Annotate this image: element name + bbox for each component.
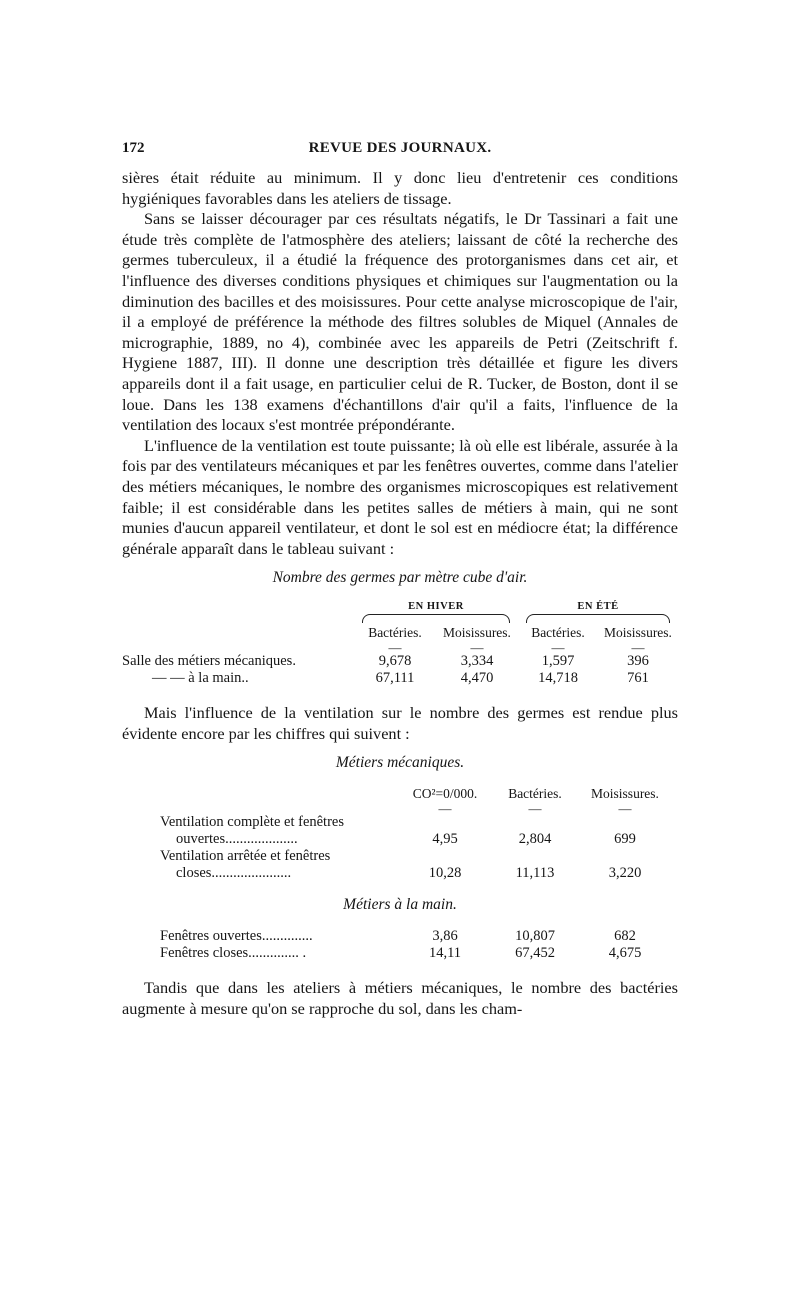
table3-caption: Métiers à la main. (343, 896, 457, 914)
table-row: — — à la main.. 67,111 4,470 14,718 761 (122, 670, 678, 687)
table-hand-looms (160, 928, 670, 962)
table-row: ouvertes.................... 4,95 2,804 699 (160, 831, 670, 848)
table1-dash-row: — — — — (388, 640, 645, 656)
row-label: ouvertes.................... (176, 831, 298, 848)
paragraph-5: Tandis que dans les ateliers à métiers mécaniques, le nombre des bactéries augmente à mesure qu'on se rapproche du sol, dans les cham- (122, 978, 678, 1019)
col-header: Moisissures. (443, 625, 511, 641)
col-header: Bactéries. (368, 625, 422, 641)
row-label: closes...................... (176, 865, 292, 882)
table-row (160, 814, 670, 831)
table-row: Fenêtres ouvertes.............. 3,86 10,807 682 (160, 928, 636, 945)
row-label: — — à la main.. (152, 670, 249, 687)
col-header: CO²=0/000. (412, 786, 478, 802)
table-germs-seasons (122, 601, 678, 687)
document-page (122, 140, 678, 1020)
running-title: REVUE DES JOURNAUX. (308, 140, 492, 156)
table-row: closes...................... 10,28 11,113 3,220 (160, 865, 670, 882)
table2-header-row (160, 786, 670, 804)
row-label: Ventilation arrêtée et fenêtres (160, 848, 331, 865)
table1-caption: Nombre des germes par mètre cube d'air. (272, 569, 528, 587)
table-row: Salle des métiers mécaniques. 9,678 3,334 1,597 396 (122, 653, 649, 670)
table1-group-row (122, 601, 678, 625)
page-number: 172 (122, 140, 145, 156)
page-header (122, 140, 678, 168)
table-row (160, 848, 670, 865)
col-header: Bactéries. (531, 625, 585, 641)
group-summer: EN ÉTÉ (518, 601, 678, 625)
col-header: Moisissures. (591, 786, 659, 802)
row-label: Salle des métiers mécaniques. (122, 653, 296, 670)
row-label: Ventilation complète et fenêtres (160, 814, 344, 831)
paragraph-3: L'influence de la ventilation est toute puissante; là où elle est libérale, assurée à la fois par des ventilateurs mécaniques et par les fenêtres ouvertes, comme dans l'atelier des métiers mécaniques, le nombre des organismes microscopiques est relativement faible; il est considérable dans les petites salles de métiers à main, qui ne sont munies d'aucun appareil ventilateur, et dont le sol est en médiocre état; la différence générale apparaît dans le tableau suivant : (122, 435, 678, 558)
row-label: Fenêtres closes.............. . (160, 945, 307, 962)
row-label: Fenêtres ouvertes.............. (160, 928, 313, 945)
paragraph-2: Sans se laisser décourager par ces résultats négatifs, le Dr Tassinari a fait une étude très complète de l'atmosphère des ateliers; laissant de côté la recherche des germes tuberculeux, il a étudié la fréquence des protorganismes dans cet air, et l'influence des diverses conditions physiques et chimiques sur l'augmentation ou la diminution des bacilles et des moisissures. Pour cette analyse microscopique de l'air, il a employé de préférence la méthode des filtres solubles de Miquel (Annales de micrographie, 1889, no 4), combinée avec les appareils de Petri (Zeitschrift f. Hygiene 1887, III). Il donne une description très détaillée et figure les divers appareils dont il a fait usage, en particulier celui de R. Tucker, de Boston, dont il se loue. Dans les 138 examens d'échantillons d'air qu'il a faits, l'influence de la ventilation des locaux s'est montrée prépondérante. (122, 209, 678, 435)
col-header: Bactéries. (508, 786, 562, 802)
table2-dash-row: — — — (438, 801, 632, 817)
col-header: Moisissures. (604, 625, 672, 641)
table-mechanical-looms (160, 786, 670, 882)
table-row: Fenêtres closes.............. . 14,11 67,452 4,675 (160, 945, 642, 962)
table2-caption: Métiers mécaniques. (335, 754, 465, 772)
group-winter: EN HIVER (354, 601, 518, 625)
paragraph-1: sières était réduite au minimum. Il y donc lieu d'entretenir ces conditions hygiéniques favorables dans les ateliers de tissage. (122, 168, 678, 208)
paragraph-4: Mais l'influence de la ventilation sur le nombre des germes est rendue plus évidente encore par les chiffres qui suivent : (122, 703, 678, 743)
